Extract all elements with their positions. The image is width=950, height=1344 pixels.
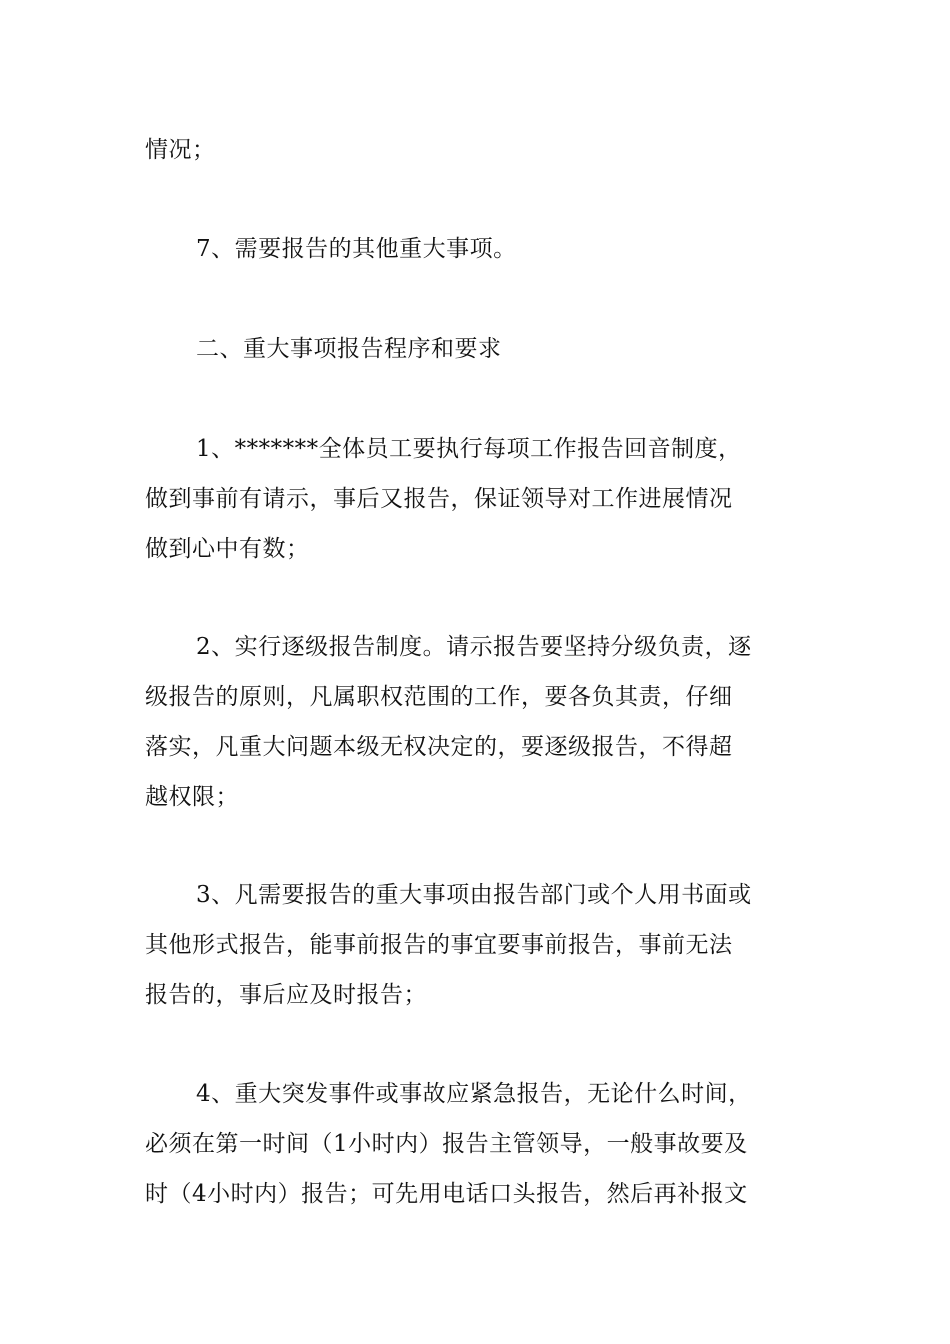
paragraph-3-line-3: 报告的，事后应及时报告； [145,982,427,1008]
paragraph-4-line-3: 时（4小时内）报告；可先用电话口头报告，然后再补报文 [145,1181,748,1207]
paragraph-1-line-3: 做到心中有数； [145,536,310,562]
paragraph-1-line-1: 1、*******全体员工要执行每项工作报告回音制度， [196,436,742,462]
paragraph-1-line-2: 做到事前有请示，事后又报告，保证领导对工作进展情况 [145,486,733,512]
paragraph-2-line-3: 落实，凡重大问题本级无权决定的，要逐级报告，不得超 [145,734,733,760]
paragraph-2-line-4: 越权限； [145,784,239,810]
list-item-7: 7、需要报告的其他重大事项。 [196,236,517,262]
paragraph-2-line-2: 级报告的原则，凡属职权范围的工作，要各负其责，仔细 [145,684,733,710]
paragraph-4-line-2: 必须在第一时间（1小时内）报告主管领导，一般事故要及 [145,1131,748,1157]
paragraph-3-line-1: 3、凡需要报告的重大事项由报告部门或个人用书面或 [196,882,752,908]
paragraph-4-line-1: 4、重大突发事件或事故应紧急报告，无论什么时间， [196,1081,752,1107]
text-line: 情况； [145,137,216,163]
section-heading: 二、重大事项报告程序和要求 [196,336,502,362]
paragraph-3-line-2: 其他形式报告，能事前报告的事宜要事前报告，事前无法 [145,932,733,958]
paragraph-2-line-1: 2、实行逐级报告制度。请示报告要坚持分级负责，逐 [196,634,752,660]
